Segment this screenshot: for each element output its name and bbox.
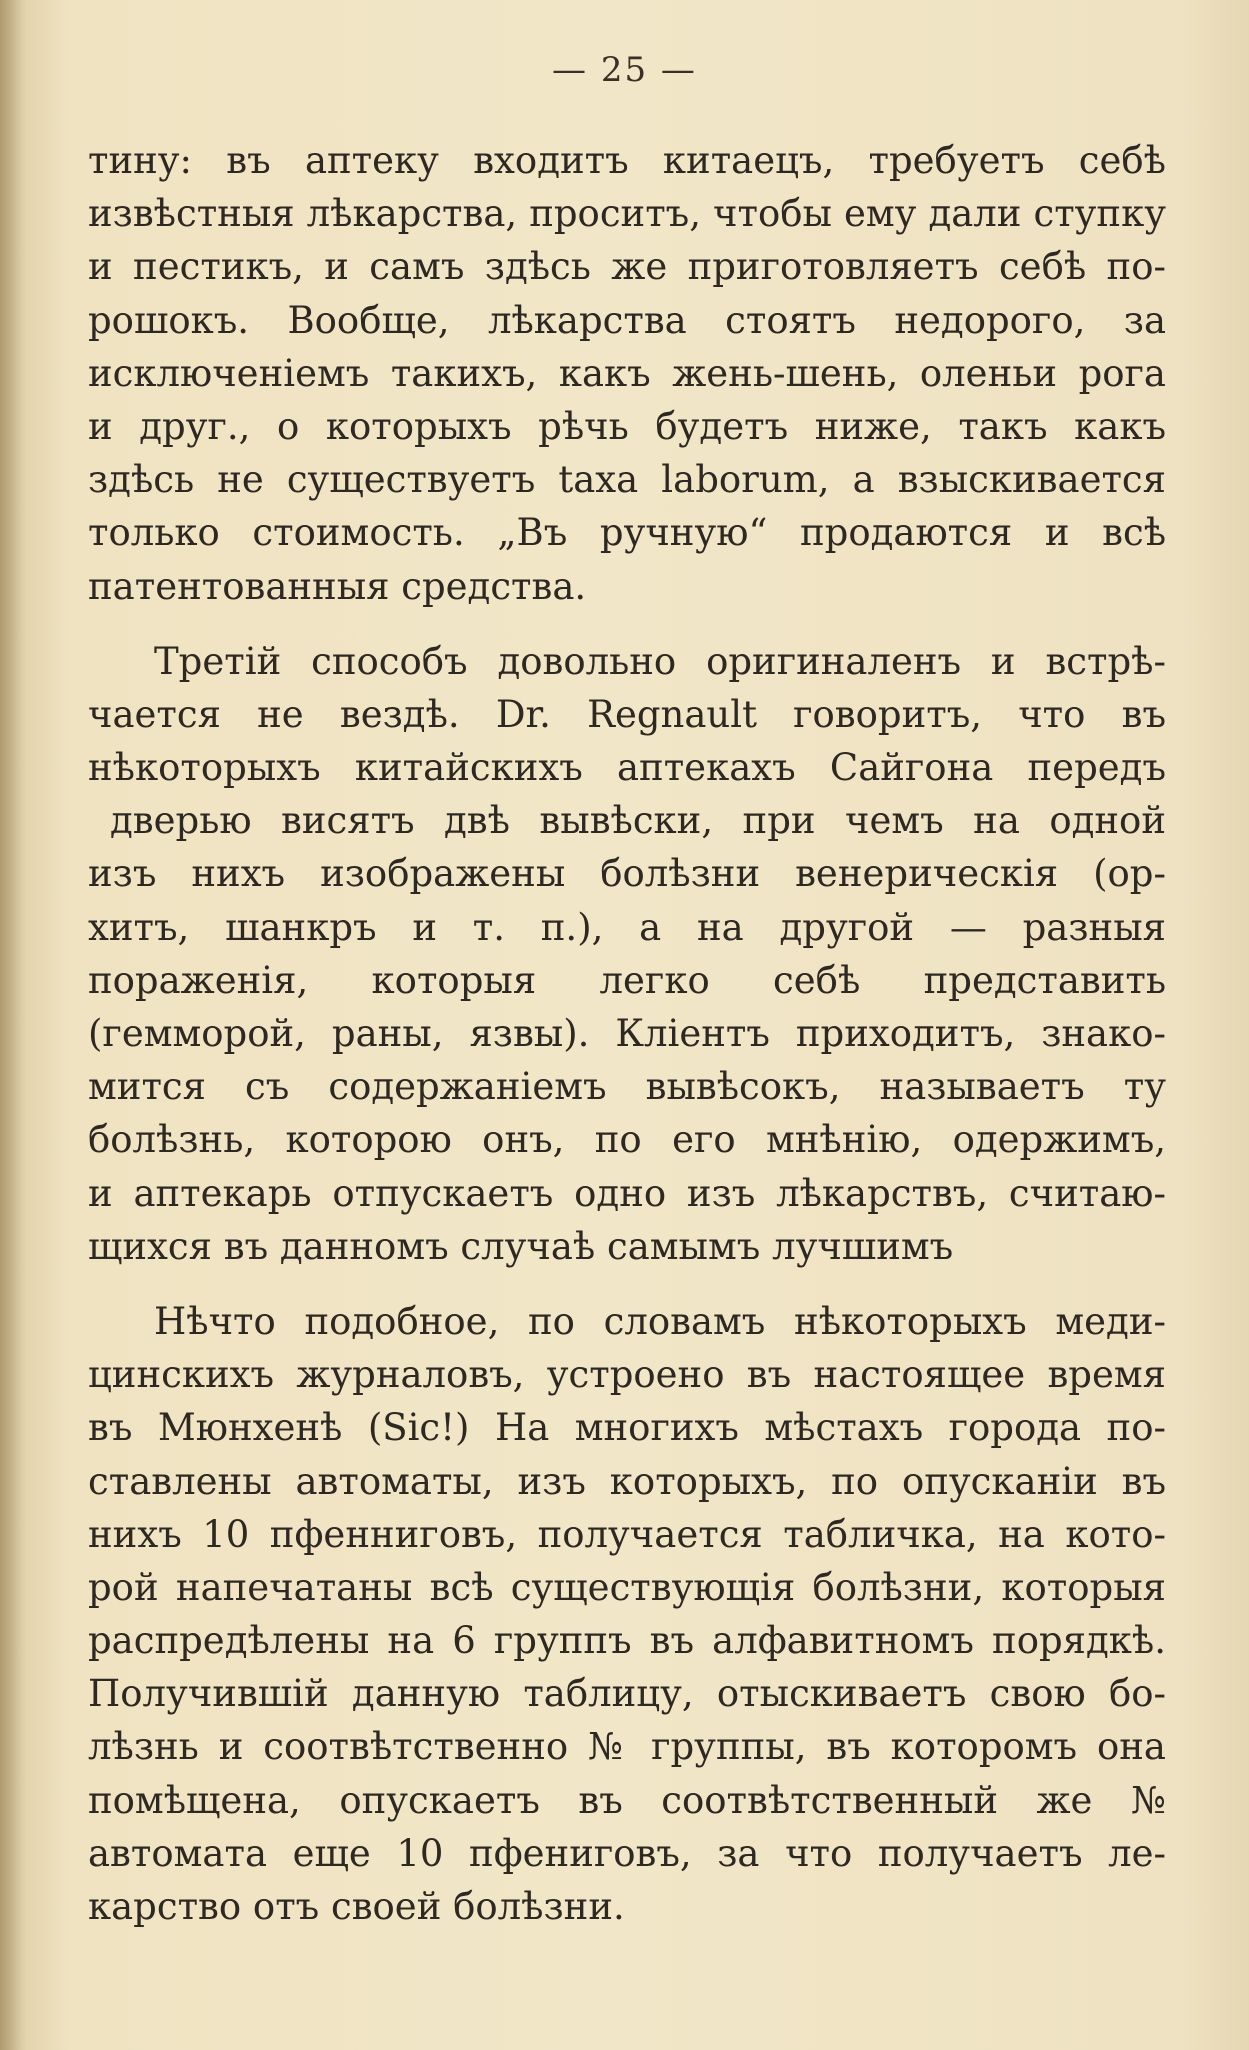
text-line: щихся въ данномъ случаѣ самымъ лучшимъ <box>88 1224 954 1268</box>
text-line: (гемморой, раны, язвы). Кліентъ приходитъ, знако- <box>88 1012 1166 1055</box>
text-line: помѣщена, опускаетъ въ соотвѣтственный же № <box>88 1778 1166 1822</box>
text-line: изъ нихъ изображены болѣзни венерическія (ор- <box>88 852 1166 896</box>
text-line: ставлены автоматы, изъ которыхъ, по опусканіи въ <box>88 1459 1166 1503</box>
text-line: распредѣлены на 6 группъ въ алфавитномъ порядкѣ. <box>88 1619 1166 1663</box>
text-line: хитъ, шанкръ и т. п.), а на другой — разныя <box>88 905 1166 949</box>
text-line: пораженія, которыя легко себѣ представить <box>88 958 1166 1002</box>
paragraph-gap <box>88 613 1166 635</box>
text-line: Нѣчто подобное, по словамъ нѣкоторыхъ меди- <box>154 1299 1166 1343</box>
text-line: патентованныя средства. <box>88 564 587 608</box>
page-number: — 25 — <box>552 50 697 90</box>
text-line: рошокъ. Вообще, лѣкарства стоятъ недорого, за <box>88 298 1166 342</box>
text-line: мится съ содержаніемъ вывѣсокъ, называетъ ту <box>88 1065 1166 1109</box>
text-line: въ Мюнхенѣ (Sic!) На многихъ мѣстахъ города по- <box>88 1406 1166 1450</box>
paragraph-1 <box>88 134 1166 613</box>
text-line: извѣстныя лѣкарства, проситъ, чтобы ему дали ступку <box>88 192 1166 236</box>
text-line: Третій способъ довольно оригиналенъ и встрѣ- <box>154 639 1166 683</box>
text-line: и пестикъ, и самъ здѣсь же приготовляетъ себѣ по- <box>88 245 1166 289</box>
text-line: болѣзнь, которою онъ, по его мнѣнію, одержимъ, <box>88 1118 1166 1162</box>
text-line: и аптекарь отпускаетъ одно изъ лѣкарствъ, считаю- <box>88 1171 1166 1215</box>
text-line: карство отъ своей болѣзни. <box>88 1885 625 1928</box>
text-line: исключеніемъ такихъ, какъ жень-шень, оленьи рога <box>88 351 1166 395</box>
text-line: нихъ 10 пфенниговъ, получается табличка, на кото- <box>88 1512 1166 1556</box>
text-line: только стоимость. „Въ ручную“ продаются и всѣ <box>88 511 1166 555</box>
paragraph-gap <box>88 1273 1166 1295</box>
text-line: и друг., о которыхъ рѣчь будетъ ниже, такъ какъ <box>88 404 1166 448</box>
text-line: лѣзнь и соотвѣтственно № группы, въ которомъ она <box>88 1725 1166 1769</box>
text-line: рой напечатаны всѣ существующія болѣзни, которыя <box>88 1565 1166 1609</box>
page-body <box>88 134 1166 1933</box>
paragraph-2 <box>88 635 1166 1273</box>
text-line: Получившій данную таблицу, отыскиваетъ свою бо- <box>88 1672 1166 1716</box>
text-line: дверью висятъ двѣ вывѣски, при чемъ на одной <box>110 799 1166 843</box>
text-line: цинскихъ журналовъ, устроено въ настоящее время <box>88 1353 1166 1397</box>
text-line: здѣсь не существуетъ taxa laborum, а взыскивается <box>88 458 1166 502</box>
paragraph-3 <box>88 1295 1166 1933</box>
text-line: автомата еще 10 пфениговъ, за что получаетъ ле- <box>88 1831 1166 1875</box>
binding-shadow <box>0 0 26 2050</box>
text-line: нѣкоторыхъ китайскихъ аптекахъ Сайгона передъ <box>88 746 1166 790</box>
text-line: тину: въ аптеку входитъ китаецъ, требуетъ себѣ <box>88 139 1166 182</box>
text-line: чается не вездѣ. Dr. Regnault говоритъ, что въ <box>88 692 1166 736</box>
